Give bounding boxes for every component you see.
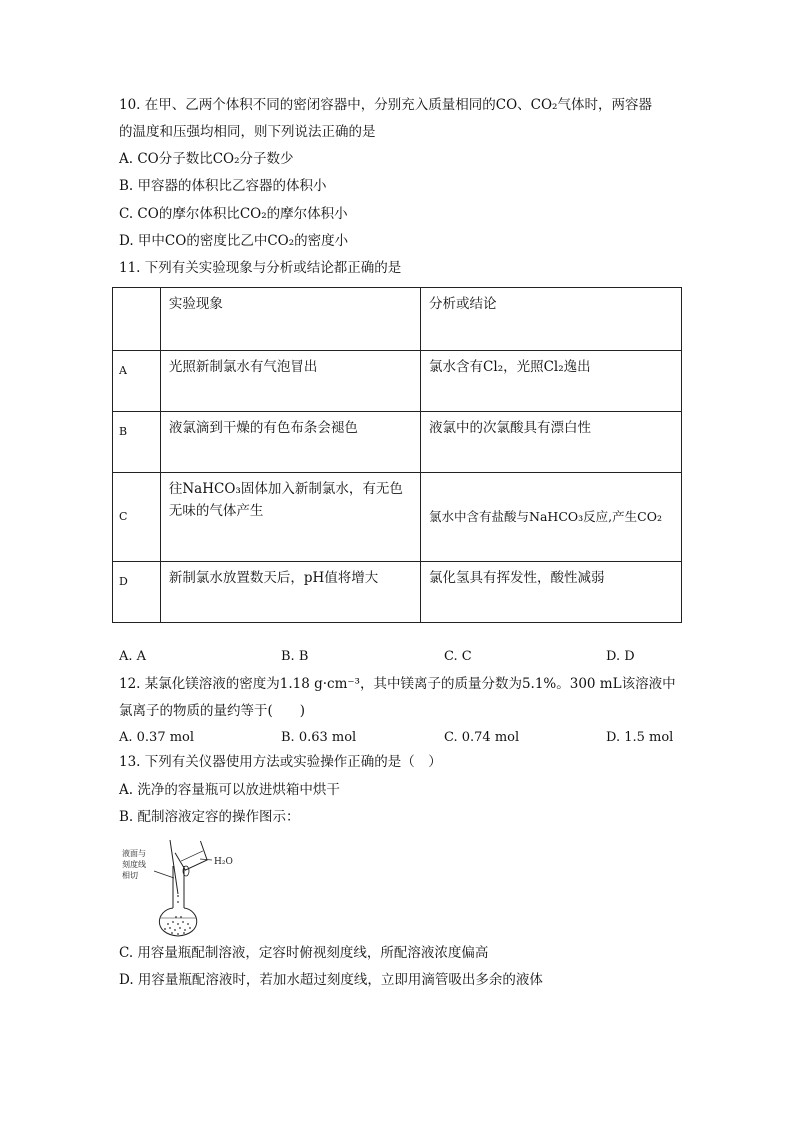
liquid-pattern <box>164 895 191 935</box>
row-label: C <box>119 510 128 523</box>
q10-option-c: C. CO的摩尔体积比CO₂的摩尔体积小 <box>119 206 348 222</box>
volumetric-flask-diagram <box>120 838 240 938</box>
table-row <box>113 473 682 562</box>
diagram-label-3: 相切 <box>122 871 138 880</box>
q13-option-b: B. 配制溶液定容的操作图示： <box>119 809 300 825</box>
row-label: A <box>119 364 127 377</box>
row-conclusion: 液氯中的次氯酸具有漂白性 <box>429 420 592 436</box>
row-conclusion: 氯水含有Cl₂，光照Cl₂逸出 <box>429 359 591 375</box>
q11-stem: 11. 下列有关实验现象与分析或结论都正确的是 <box>119 260 402 276</box>
q12-stem-line1: 12. 某氯化镁溶液的密度为1.18 g·cm⁻³，其中镁离子的质量分数为5.1%。300 mL该溶液中 <box>119 676 676 692</box>
row-phenomenon: 往NaHCO₃固体加入新制氯水，有无色无味的气体产生 <box>168 481 403 519</box>
q12-stem-line2: 氯离子的物质的量约等于( ) <box>119 703 306 719</box>
header-phenomenon: 实验现象 <box>160 288 420 351</box>
header-conclusion: 分析或结论 <box>421 288 682 351</box>
q10-stem-line1: 10. 在甲、乙两个体积不同的密闭容器中，分别充入质量相同的CO、CO₂气体时，两容器 <box>119 97 652 113</box>
choice-a: A. A <box>119 649 147 664</box>
diagram-label-2: 刻度线 <box>122 860 146 869</box>
table-row <box>113 562 682 623</box>
table-header-row <box>113 288 682 351</box>
table-row <box>113 412 682 473</box>
q10-option-a: A. CO分子数比CO₂分子数少 <box>119 151 294 167</box>
choice-c: C. C <box>444 649 472 664</box>
choice-b: B. 0.63 mol <box>281 730 357 745</box>
row-conclusion: 氯化氢具有挥发性，酸性减弱 <box>429 570 605 586</box>
diagram-h2o-label: H₂O <box>214 857 233 867</box>
row-phenomenon: 光照新制氯水有气泡冒出 <box>168 359 318 375</box>
diagram-label-1: 液面与 <box>122 849 146 858</box>
q13-option-a: A. 洗净的容量瓶可以放进烘箱中烘干 <box>119 782 340 798</box>
beaker-icon <box>175 841 209 871</box>
q10-option-b: B. 甲容器的体积比乙容器的体积小 <box>119 178 327 194</box>
choice-c: C. 0.74 mol <box>444 730 520 745</box>
choice-b: B. B <box>281 649 309 664</box>
choice-d: D. D <box>606 649 635 664</box>
choice-a: A. 0.37 mol <box>119 730 195 745</box>
choice-d: D. 1.5 mol <box>606 730 674 745</box>
row-phenomenon: 新制氯水放置数天后，pH值将增大 <box>168 570 379 586</box>
experiment-table <box>112 287 682 623</box>
row-phenomenon: 液氯滴到干燥的有色布条会褪色 <box>168 420 358 436</box>
header-blank-cell <box>113 288 161 351</box>
q10-stem-line2: 的温度和压强均相同，则下列说法正确的是 <box>119 124 376 140</box>
table-row <box>113 351 682 412</box>
q13-option-c: C. 用容量瓶配制溶液，定容时俯视刻度线，所配溶液浓度偏高 <box>119 945 489 961</box>
q10-option-d: D. 甲中CO的密度比乙中CO₂的密度小 <box>119 233 349 249</box>
row-label: D <box>119 575 128 588</box>
row-conclusion: 氯水中含有盐酸与NaHCO₃反应,产生CO₂ <box>429 509 662 524</box>
q13-stem: 13. 下列有关仪器使用方法或实验操作正确的是（ ） <box>119 754 442 770</box>
q13-option-d: D. 用容量瓶配溶液时，若加水超过刻度线，立即用滴管吸出多余的液体 <box>119 972 543 988</box>
row-label: B <box>119 425 128 438</box>
